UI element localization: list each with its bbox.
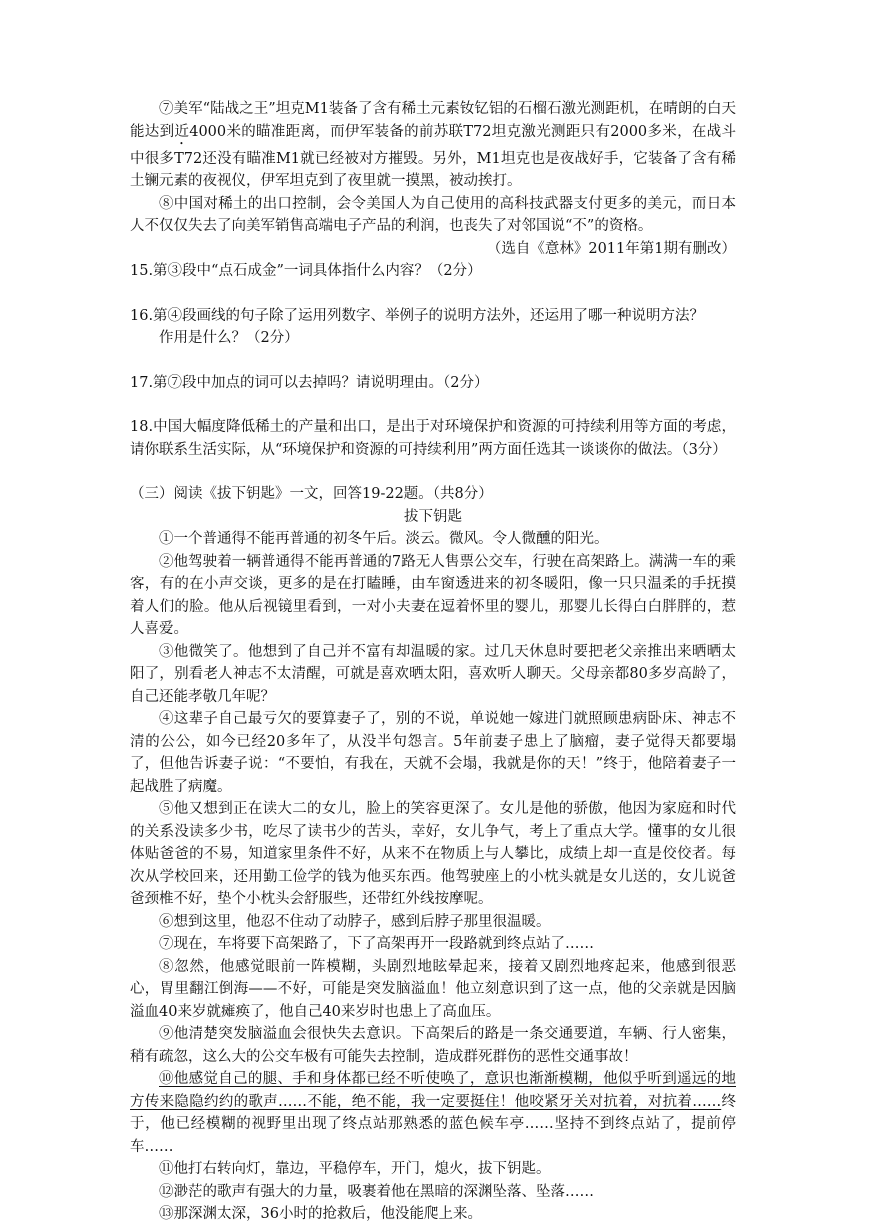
question-17: 17.第⑦段中加点的词可以去掉吗？请说明理由。（2分）: [130, 374, 489, 391]
answer-space: [130, 283, 736, 305]
section-3-heading: （三）阅读《拔下钥匙》一文，回答19-22题。（共8分）: [130, 486, 493, 502]
answer-space: [130, 461, 736, 483]
article-paragraph-5: ⑤他又想到正在读大二的女儿，脸上的笑容更深了。女儿是他的骄傲，他因为家庭和时代的关系没读多少书，吃尽了读书少的苦头，幸好，女儿争气，考上了重点大学。懂事的女儿很体贴爸爸的不易，知道家里条件不好，从来不在物质上与人攀比，成绩上却一直是佼佼者。每次从学校回来，还用勤工俭学的钱为他买东西。他驾驶座上的小枕头就是女儿送的，女儿说爸爸颈椎不好，垫个小枕头会舒服些，还带红外线按摩呢。: [130, 801, 736, 907]
p7-dotted-word: 近: [174, 123, 190, 140]
p7-text-b: 4000米的瞄准距离，而伊军装备的前苏联T72坦克激光测距只有2000多米，在战斗中很多T72还没有瞄准M1就已经被对方摧毁。另外，M1坦克也是夜战好手，它装备了含有稀土镧元素的夜视仪，伊军坦克到了夜里就一摸黑，被动挨打。: [130, 123, 736, 189]
article-paragraph-10: [130, 1068, 736, 1158]
article-paragraph-3: ③他微笑了。他想到了自己并不富有却温暖的家。过几天休息时要把老父亲推出来晒晒太阳了，别看老人神志不太清醒，可就是喜欢晒太阳，喜欢听人聊天。父母亲都80多岁高龄了，自己还能孝敬几年呢？: [130, 643, 736, 705]
p7-text-a: ⑦美军“陆战之王”坦克M1装备了含有稀土元素钕钇铝的石榴石激光测距机，在晴朗的白天能达到: [130, 101, 736, 140]
article-paragraph-4: ④这辈子自己最亏欠的要算妻子了，别的不说，单说她一嫁进门就照顾患病卧床、神志不清的公公，如今已经20多年了，从没半句怨言。5年前妻子患上了脑瘤，妻子觉得天都要塌了，但他告诉妻子说：“不要怕，有我在，天就不会塌，我就是你的天！”终于，他陪着妻子一起战胜了病魔。: [130, 711, 736, 795]
document-page: [130, 98, 736, 1226]
article-title: 拔下钥匙: [404, 508, 462, 525]
article-paragraph-12: ⑫渺茫的歌声有强大的力量，吸裹着他在黑暗的深渊坠落、坠落……: [159, 1183, 594, 1200]
article-paragraph-13: ⑬那深渊太深，36小时的抢救后，他没能爬上来。: [159, 1206, 482, 1222]
passage1-paragraph-8: ⑧中国对稀土的出口控制，会令美国人为自己使用的高科技武器支付更多的美元，而日本人不仅仅失去了向美军销售高端电子产品的利润，也丧失了对邻国说“不”的资格。: [130, 195, 736, 234]
article-paragraph-7: ⑦现在，车将要下高架路了，下了高架再开一段路就到终点站了……: [159, 936, 594, 952]
article-paragraph-1: ①一个普通得不能再普通的初冬午后。淡云。微风。令人微醺的阳光。: [159, 531, 609, 547]
article-paragraph-8: ⑧忽然，他感觉眼前一阵模糊，头剧烈地眩晕起来，接着又剧烈地疼起来，他感到很恶心，胃里翻江倒海——不好，可能是突发脑溢血！他立刻意识到了这一点，他的父亲就是因脑溢血40来岁就瘫痪了，他自己40来岁时也患上了高血压。: [130, 958, 736, 1020]
answer-space: [130, 394, 736, 416]
passage1-paragraph-7: [130, 98, 736, 193]
article-paragraph-11: ⑪他打右转向灯，靠边，平稳停车，开门，熄火，拔下钥匙。: [159, 1161, 551, 1177]
article-paragraph-9: ⑨他清楚突发脑溢血会很快失去意识。下高架后的路是一条交通要道，车辆、行人密集，稍有疏忽，这么大的公交车极有可能失去控制，造成群死群伤的恶性交通事故！: [130, 1026, 736, 1065]
question-16-line2: 作用是什么？（2分）: [159, 330, 299, 346]
article-paragraph-6: ⑥想到这里，他忍不住动了动脖子，感到后脖子那里很温暖。: [159, 913, 551, 930]
answer-space: [130, 350, 736, 372]
paragraph-10-rest: 终于，他已经模糊的视野里出现了终点站那熟悉的蓝色候车亭……坚持不到终点站了，提前停车……: [130, 1093, 737, 1155]
source-citation: （选自《意林》2011年第1期有删改）: [486, 240, 736, 257]
question-15: 15.第③段中“点石成金”一词具体指什么内容？（2分）: [130, 263, 482, 279]
underlined-sentence: ⑩他感觉自己的腿、手和身体都已经不听使唤了，意识也渐渐模糊，他似乎听到遥远的地方传来隐隐约约的歌声……不能，绝不能，我一定要挺住！他咬紧牙关对抗着，对抗着……: [130, 1071, 736, 1110]
question-16-line1: 16.第④段画线的句子除了运用列数字、举例子的说明方法外，还运用了哪一种说明方法？: [130, 307, 705, 324]
question-18: 18.中国大幅度降低稀土的产量和出口，是出于对环境保护和资源的可持续利用等方面的考虑，请你联系生活实际，从“环境保护和资源的可持续利用”两方面任选其一谈谈你的做法。（3分）: [130, 419, 736, 458]
article-paragraph-2: ②他驾驶着一辆普通得不能再普通的7路无人售票公交车，行驶在高架路上。满满一车的乘客，有的在小声交谈，更多的是在打瞌睡，由车窗透进来的初冬暖阳，像一只只温柔的手抚摸着人们的脸。他从后视镜里看到，一对小夫妻在逗着怀里的婴儿，那婴儿长得白白胖胖的，惹人喜爱。: [130, 553, 736, 637]
